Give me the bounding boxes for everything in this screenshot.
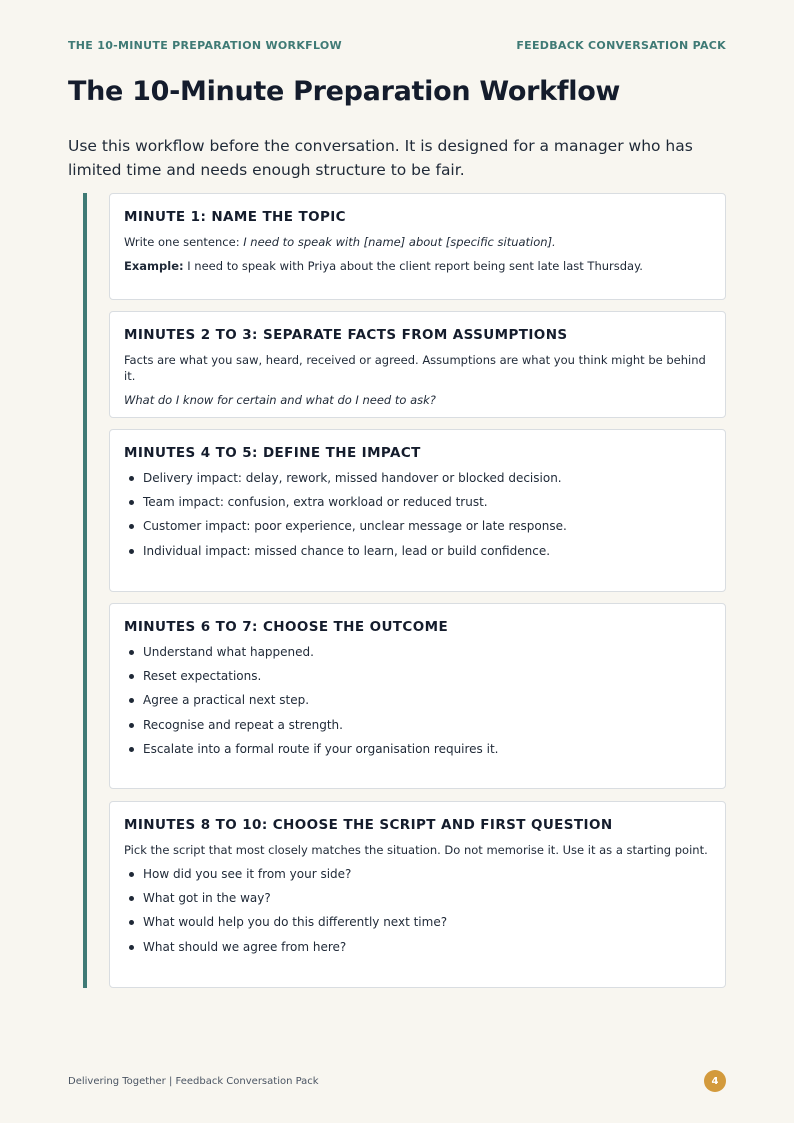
step-title: MINUTES 8 TO 10: CHOOSE THE SCRIPT AND FIRST QUESTION [124, 817, 613, 833]
list-item: Understand what happened. [124, 644, 711, 660]
list-item: What would help you do this differently next time? [124, 914, 711, 930]
list-item: Reset expectations. [124, 668, 711, 684]
list-item: Agree a practical next step. [124, 692, 711, 708]
example-text: I need to speak with Priya about the client report being sent late last Thursday. [183, 259, 643, 273]
step-card-minutes-8-10 [109, 801, 726, 988]
list-item: Delivery impact: delay, rework, missed handover or blocked decision. [124, 470, 711, 486]
step-card-minutes-2-3 [109, 311, 726, 418]
outcome-list [124, 644, 711, 757]
impact-list [124, 470, 711, 559]
step-title: MINUTES 6 TO 7: CHOOSE THE OUTCOME [124, 619, 449, 635]
header-section-title: THE 10-MINUTE PREPARATION WORKFLOW [68, 39, 342, 52]
header-document-title: FEEDBACK CONVERSATION PACK [516, 39, 726, 52]
footer-text: Delivering Together | Feedback Conversation Pack [68, 1076, 319, 1087]
step-title: MINUTE 1: NAME THE TOPIC [124, 209, 346, 225]
step-card-minutes-4-5 [109, 429, 726, 592]
list-item: Team impact: confusion, extra workload or reduced trust. [124, 494, 711, 510]
instruction-prefix: Write one sentence: [124, 235, 244, 249]
step-question: What do I know for certain and what do I need to ask? [124, 393, 436, 407]
step-title: MINUTES 2 TO 3: SEPARATE FACTS FROM ASSUMPTIONS [124, 327, 568, 343]
step-card-minute-1 [109, 193, 726, 300]
list-item: Customer impact: poor experience, unclear message or late response. [124, 518, 711, 534]
intro-paragraph: Use this workflow before the conversation. It is designed for a manager who has limited time and needs enough structure to be fair. [68, 137, 693, 179]
list-item: Individual impact: missed chance to learn, lead or build confidence. [124, 543, 711, 559]
step-card-minutes-6-7 [109, 603, 726, 789]
instruction-template: I need to speak with [name] about [specific situation]. [243, 235, 556, 249]
step-instruction [124, 234, 711, 250]
workflow-timeline [83, 193, 726, 988]
list-item: What got in the way? [124, 890, 711, 906]
list-item: How did you see it from your side? [124, 866, 711, 882]
example-label: Example: [124, 259, 184, 273]
running-header [68, 39, 726, 52]
step-example [124, 258, 711, 274]
page-number-badge: 4 [704, 1070, 726, 1092]
step-title: MINUTES 4 TO 5: DEFINE THE IMPACT [124, 445, 421, 461]
list-item: What should we agree from here? [124, 939, 711, 955]
list-item: Escalate into a formal route if your organisation requires it. [124, 741, 711, 757]
question-list [124, 866, 711, 955]
step-text: Pick the script that most closely matches the situation. Do not memorise it. Use it as a starting point. [124, 843, 708, 857]
list-item: Recognise and repeat a strength. [124, 717, 711, 733]
step-text: Facts are what you saw, heard, received or agreed. Assumptions are what you think might be behind it. [124, 353, 706, 383]
page-title: The 10-Minute Preparation Workflow [68, 76, 621, 107]
